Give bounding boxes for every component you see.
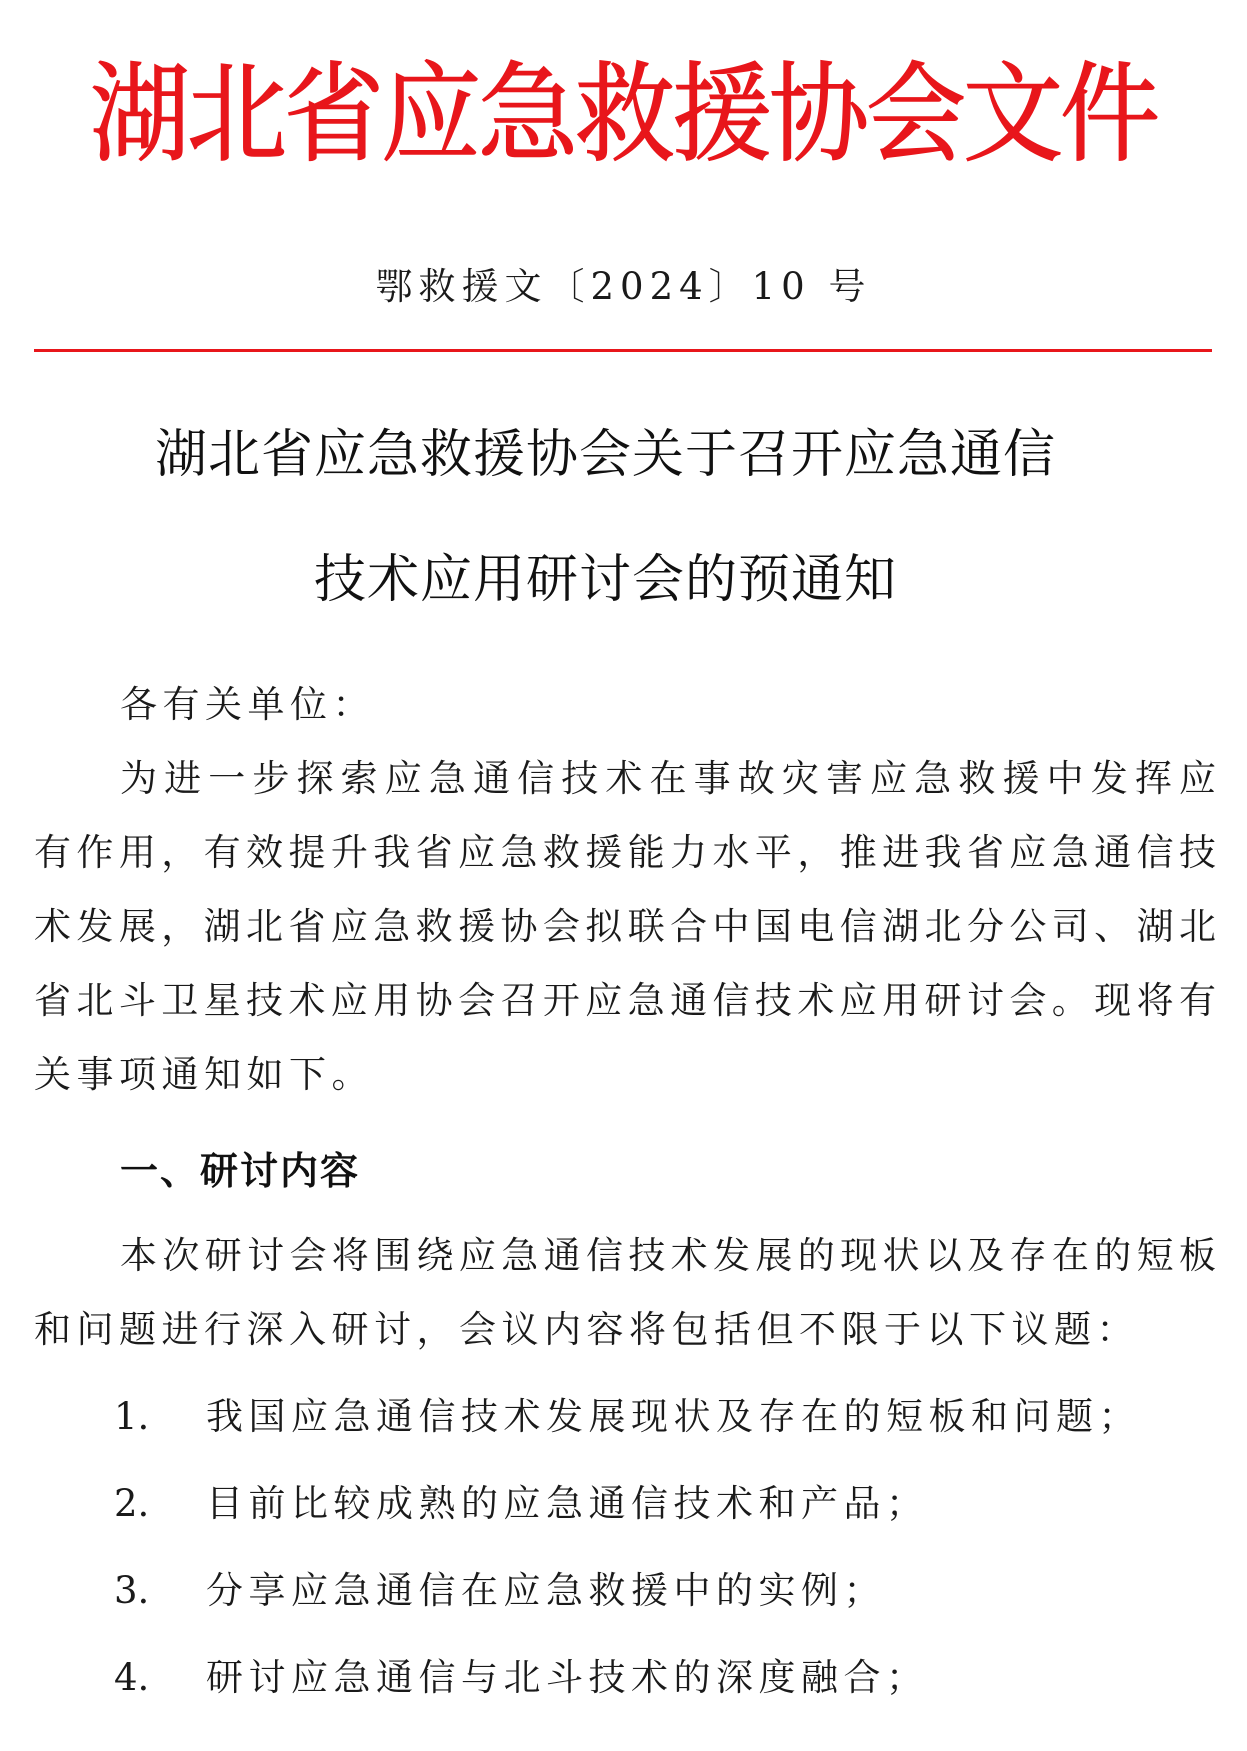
topic-number: 3. — [114, 1569, 150, 1612]
topic-number: 4. — [114, 1656, 150, 1699]
section-heading-1: 一、研讨内容 — [120, 1149, 361, 1193]
topic-list-item — [114, 1569, 1214, 1613]
topic-text: 分享应急通信在应急救援中的实例； — [206, 1569, 886, 1612]
topic-text: 目前比较成熟的应急通信技术和产品； — [206, 1482, 929, 1525]
topic-text: 我国应急通信技术发展现状及存在的短板和问题； — [206, 1395, 1141, 1438]
topic-list-item — [114, 1395, 1214, 1439]
topic-list-item — [114, 1656, 1214, 1700]
document-title-line-1: 湖北省应急救援协会关于召开应急通信 — [154, 425, 1056, 485]
intro-paragraph-line: 有作用，有效提升我省应急救援能力水平，推进我省应急通信技 — [34, 831, 1216, 874]
topic-number: 1. — [114, 1395, 150, 1438]
section-paragraph-line: 本次研讨会将围绕应急通信技术发展的现状以及存在的短板 — [120, 1234, 1216, 1277]
section-paragraph-line: 和问题进行深入研讨，会议内容将包括但不限于以下议题： — [34, 1308, 1139, 1351]
org-header-title: 湖北省应急救援协会文件 — [90, 51, 1157, 178]
intro-paragraph-line: 术发展，湖北省应急救援协会拟联合中国电信湖北分公司、湖北 — [34, 905, 1216, 948]
intro-paragraph-line: 关事项通知如下。 — [34, 1053, 374, 1096]
document-title-line-2: 技术应用研讨会的预通知 — [313, 550, 897, 610]
intro-paragraph-line: 为进一步探索应急通信技术在事故灾害应急救援中发挥应 — [120, 757, 1216, 800]
red-divider-line — [34, 349, 1212, 352]
topic-number: 2. — [114, 1482, 150, 1525]
topic-text: 研讨应急通信与北斗技术的深度融合； — [206, 1656, 929, 1699]
topic-list-item — [114, 1482, 1214, 1526]
document-number: 鄂救援文〔2024〕10 号 — [375, 265, 872, 308]
salutation: 各有关单位： — [120, 683, 375, 726]
intro-paragraph-line: 省北斗卫星技术应用协会召开应急通信技术应用研讨会。现将有 — [34, 979, 1216, 1022]
